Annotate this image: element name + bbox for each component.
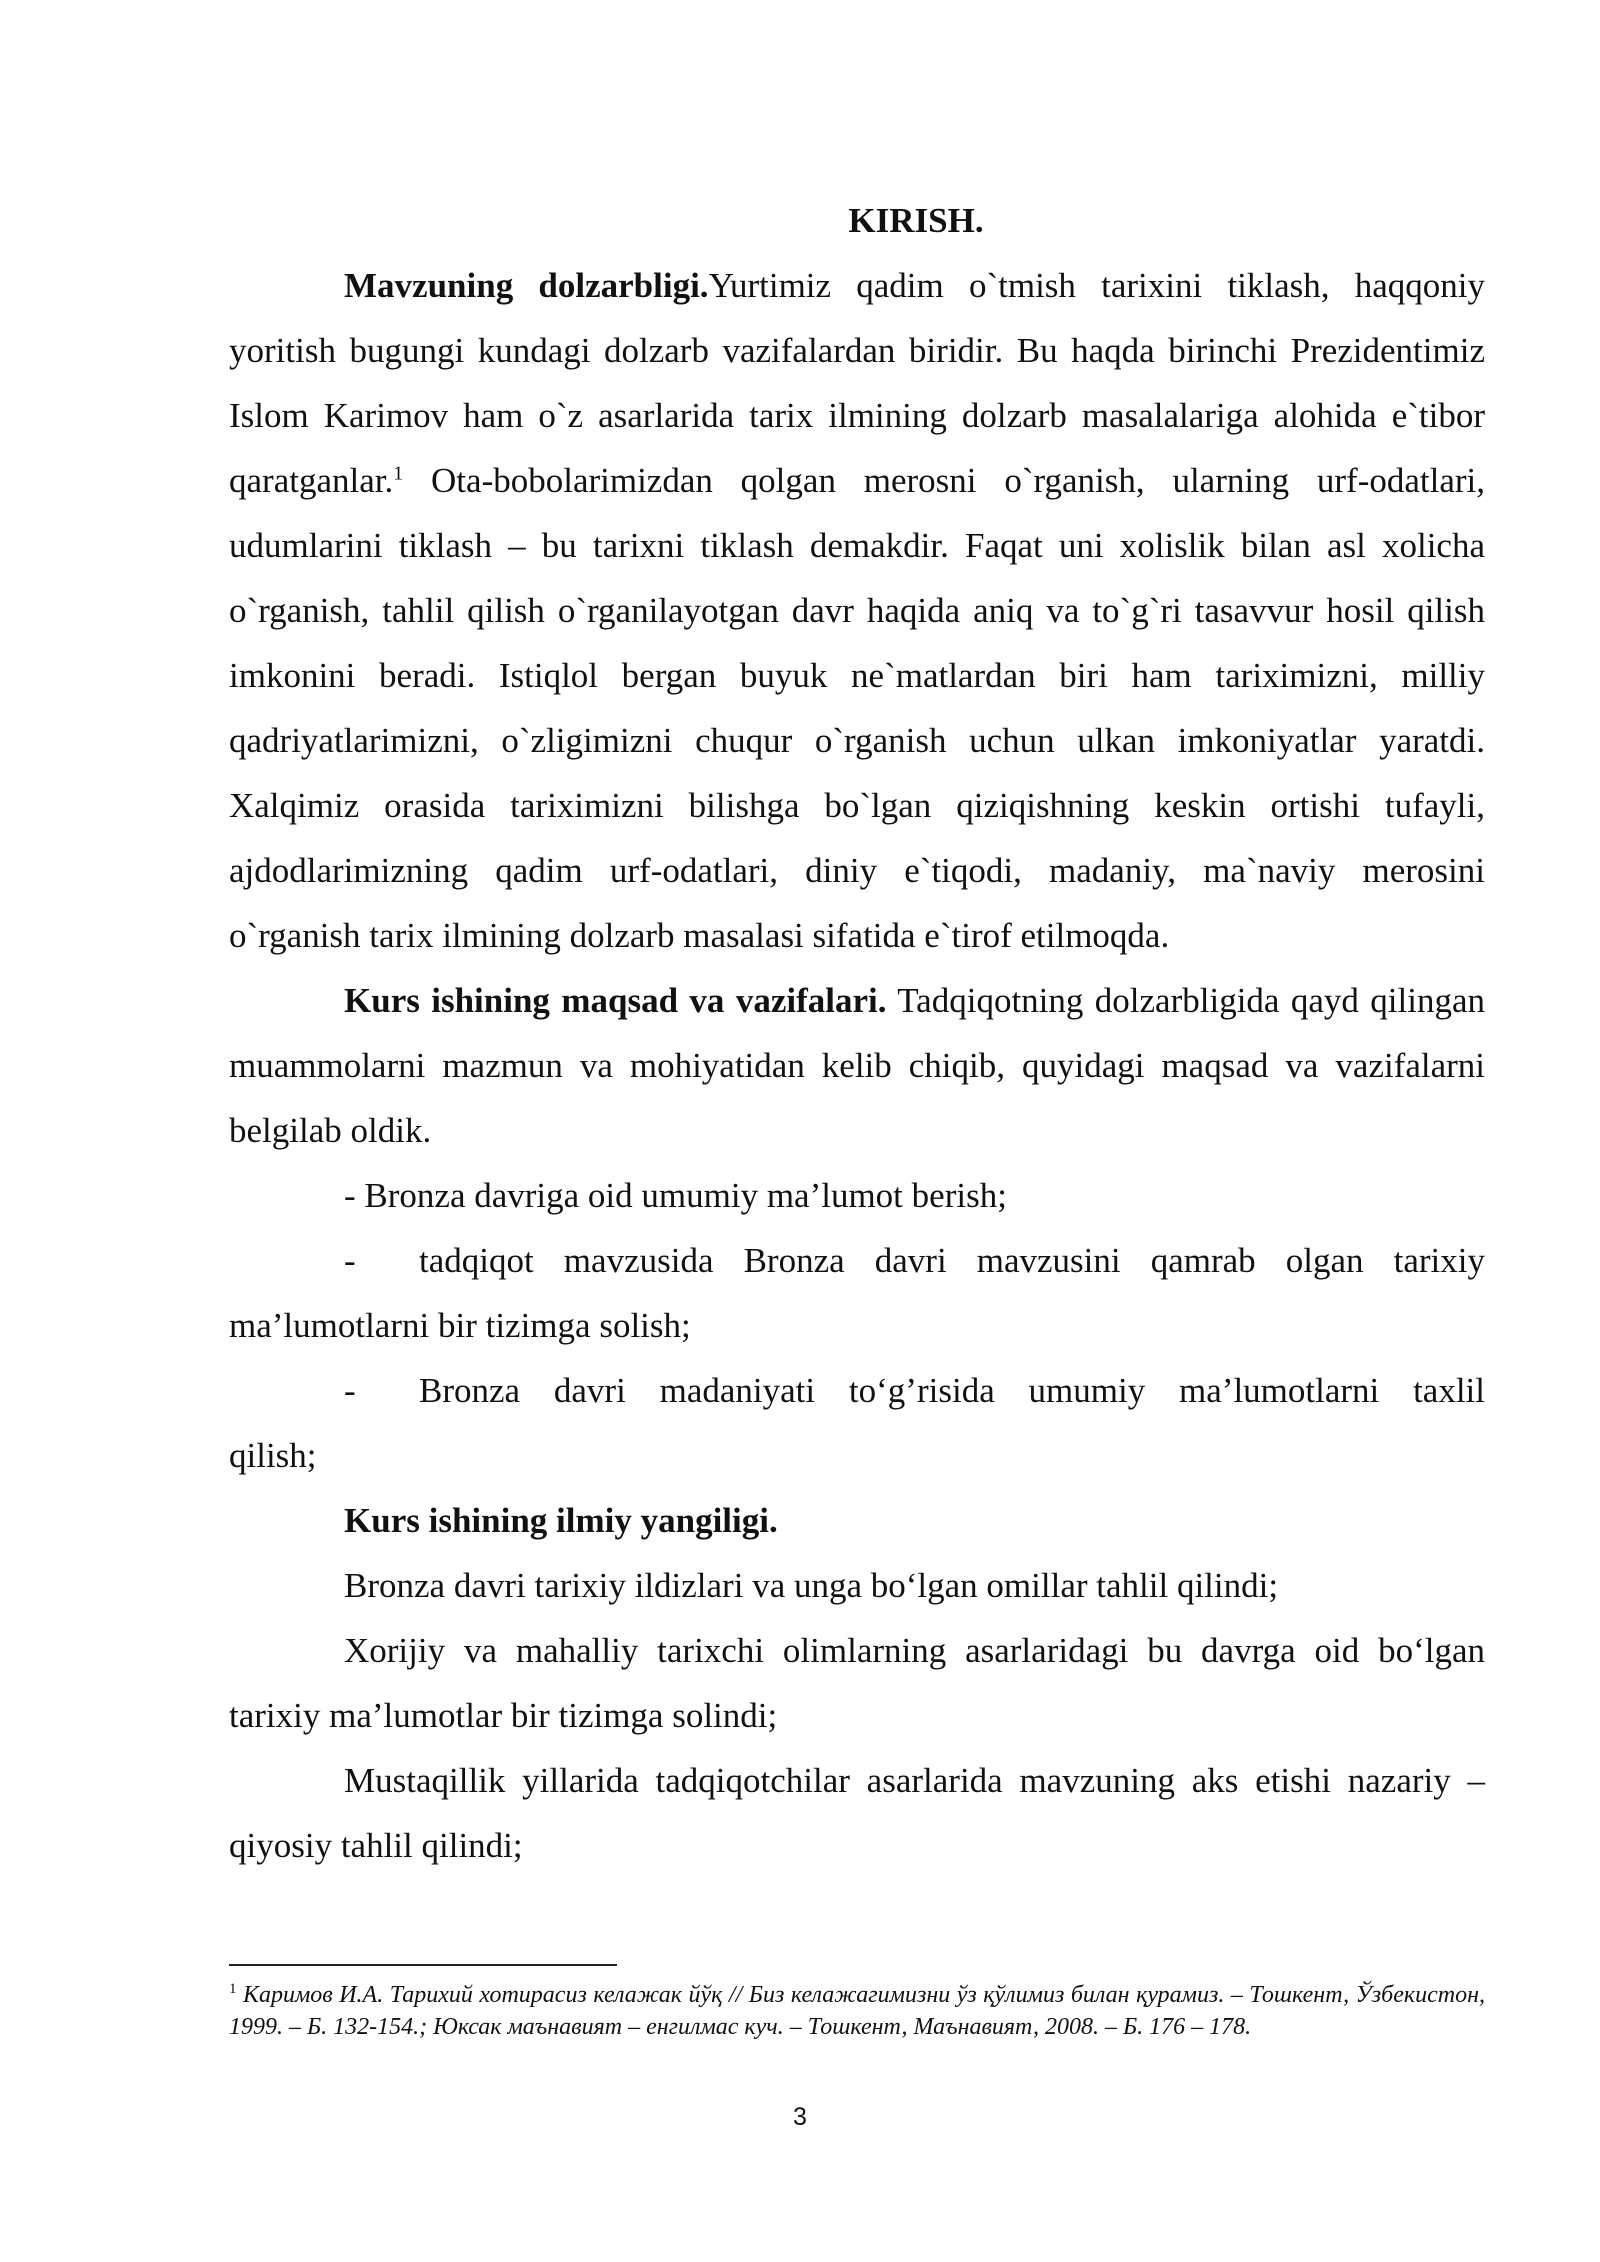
relevance-paragraph [229,253,1485,968]
footnote-number: 1 [229,1981,237,1997]
goal-item-3-text: Bronza davri madaniyati to‘g’risida umumiy ma’lumotlarni taxlil [419,1371,1485,1410]
novelty-paragraph-1: Bronza davri tarixiy ildizlari va unga bo‘lgan omillar tahlil qilindi; [344,1566,1279,1605]
footnote-separator [229,1964,617,1966]
novelty-heading: Kurs ishining ilmiy yangiligi. [344,1501,778,1540]
relevance-heading: Mavzuning dolzarbligi. [344,266,709,305]
goal-item-2 [229,1228,1485,1293]
footnote-reference[interactable]: 1 [393,462,404,485]
goals-paragraph [229,968,1485,1163]
footnote-text: Каримов И.А. Тарихий хотирасиз келажак йўқ // Биз келажагимизни ўз қўлимиз билан қурамиз. – Тошкент, Ўзбекистон, 1999. – Б. 132-154.; Юксак маънавият – енгилмас куч. – Тошкент, Маънавият, 2008. – Б. 176 – 178. [229,1982,1485,2040]
goal-item-1: - Bronza davriga oid umumiy ma’lumot berish; [344,1176,1007,1215]
page-number: 3 [793,2103,807,2131]
goal-item-3-dash: - [344,1371,356,1410]
relevance-text-part1: Yurtimiz qadim o`tmish tarixini tiklash, haqqoniy yoritish bugungi kundagi dolzarb vazifalardan biridir. Bu haqda birinchi Prezidentimiz Islom Karimov ham o`z asarlarida tarix ilmining dolzarb masalalariga alohida e`tibor qaratganlar. [229,266,1485,500]
goal-item-3-continuation: qilish; [229,1436,317,1475]
relevance-text-part2: Ota-bobolarimizdan qolgan merosni o`rganish, ularning urf-odatlari, udumlarini tiklash – bu tarixni tiklash demakdir. Faqat uni xolislik bilan asl xolicha o`rganish, tahlil qilish o`rganilayotgan davr haqida aniq va to`g`ri tasavvur hosil qilish imkonini beradi. Istiqlol bergan buyuk ne`matlardan biri ham tariximizni, milliy qadriyatlarimizni, o`zligimizni chuqur o`rganish uchun ulkan imkoniyatlar yaratdi. Xalqimiz orasida tariximizni bilishga bo`lgan qiziqishning keskin ortishi tufayli, ajdodlarimizning qadim urf-odatlari, diniy e`tiqodi, madaniy, ma`naviy merosini o`rganish tarix ilmining dolzarb masalasi sifatida e`tirof etilmoqda. [229,461,1485,955]
body-text [229,188,1485,1878]
goal-item-2-dash: - [344,1241,356,1280]
section-title: KIRISH. [848,201,984,240]
goals-text: Tadqiqotning dolzarbligida qayd qilingan muammolarni mazmun va mohiyatidan kelib chiqib, quyidagi maqsad va vazifalarni belgilab oldik. [229,981,1485,1150]
goal-item-2-text: tadqiqot mavzusida Bronza davri mavzusini qamrab olgan tarixiy [419,1241,1485,1280]
goals-heading: Kurs ishining maqsad va vazifalari. [344,981,887,1020]
goal-item-2-continuation: ma’lumotlarni bir tizimga solish; [229,1306,691,1345]
novelty-paragraph-3: Mustaqillik yillarida tadqiqotchilar asarlarida mavzuning aks etishi nazariy – qiyosiy tahlil qilindi; [229,1761,1485,1865]
footnote [229,1979,1485,2043]
novelty-paragraph-2: Xorijiy va mahalliy tarixchi olimlarning asarlaridagi bu davrga oid bo‘lgan tarixiy ma’lumotlar bir tizimga solindi; [229,1631,1485,1735]
goal-item-3 [229,1358,1485,1423]
